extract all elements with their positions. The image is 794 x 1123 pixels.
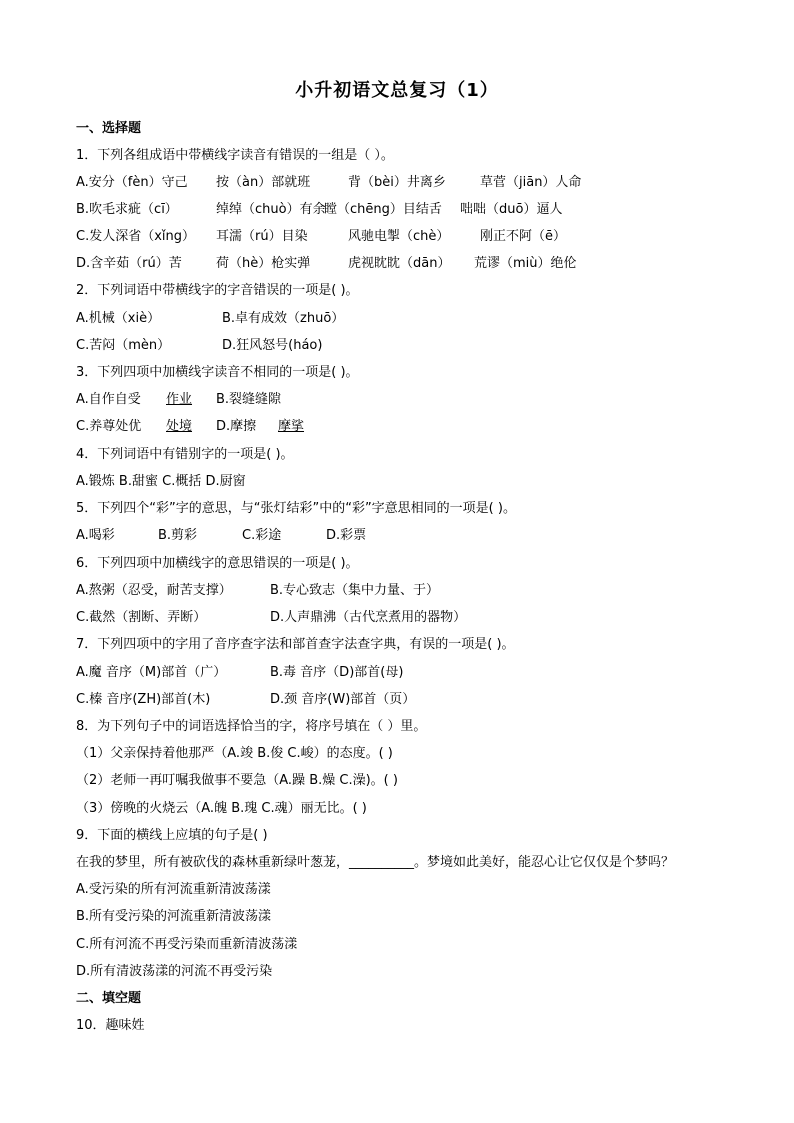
question-9-option-d: D.所有清波荡漾的河流不再受污染: [76, 964, 273, 979]
q1-c-item-3: 风驰电掣（chè）: [348, 229, 450, 244]
question-8-sentence-1: （1）父亲保持着他那严（A.竣 B.俊 C.峻）的态度。( ): [76, 746, 393, 761]
question-6-stem: 6．下列四项中加横线字的意思错误的一项是( )。: [76, 556, 359, 571]
q2-option-a: A.机械（xiè）: [76, 311, 161, 326]
q1-a-item-1: A.安分（fèn）守己: [76, 175, 188, 190]
q3-option-a: A.自作自受: [76, 392, 141, 407]
q1-d-item-2: 荷（hè）枪实弹: [216, 256, 311, 271]
question-8-sentence-3: （3）傍晚的火烧云（A.魄 B.瑰 C.魂）丽无比。( ): [76, 801, 367, 816]
question-9-sentence: [76, 854, 674, 872]
q2-option-b: B.卓有成效（zhuō）: [222, 311, 345, 326]
q3-option-d: D.摩擦: [216, 419, 257, 434]
q1-c-item-1: C.发人深省（xǐng）: [76, 229, 196, 244]
question-9-stem: 9．下面的横线上应填的句子是( ): [76, 828, 268, 843]
question-5-stem: 5．下列四个“彩”字的意思，与“张灯结彩”中的“彩”字意思相同的一项是( )。: [76, 501, 516, 516]
q1-a-item-3: 背（bèi）井离乡: [348, 175, 446, 190]
q3-option-d-word: 摩挲: [278, 419, 305, 434]
question-9-option-c: C.所有河流不再受污染而重新清波荡漾: [76, 937, 298, 952]
q1-c-item-2: 耳濡（rú）目染: [216, 229, 308, 244]
q3-option-b: B.裂缝缝隙: [216, 392, 282, 407]
q7-option-d: D.颈 音序(W)部首（页）: [270, 692, 416, 707]
question-8-stem: 8．为下列句子中的词语选择恰当的字，将序号填在（ ）里。: [76, 719, 427, 734]
page-title: 小升初语文总复习（1）: [295, 80, 499, 101]
question-2-stem: 2．下列词语中带横线字的字音错误的一项是( )。: [76, 283, 359, 298]
q3-option-c-word: 处境: [166, 419, 193, 434]
q1-b-item-1: B.吹毛求疵（cī）: [76, 202, 178, 217]
q1-d-item-1: D.含辛茹（rú）苦: [76, 256, 182, 271]
q7-option-a: A.魔 音序（M)部首（广）: [76, 665, 227, 680]
q6-option-c: C.截然（割断、弄断）: [76, 610, 207, 625]
q1-b-item-2: 绰绰（chuò）有余: [216, 202, 326, 217]
q9-sentence-end: 。梦境如此美好，能忍心让它仅仅是个梦吗？: [414, 855, 675, 870]
q1-b-item-4: 咄咄（duō）逼人: [460, 202, 563, 217]
q3-option-c: C.养尊处优: [76, 419, 142, 434]
q6-option-d: D.人声鼎沸（古代烹煮用的器物）: [270, 610, 467, 625]
q1-d-item-3: 虎视眈眈（dān）: [348, 256, 451, 271]
q3-option-a-word: 作业: [166, 392, 193, 407]
q1-a-item-4: 草菅（jiān）人命: [480, 175, 582, 190]
question-7-stem: 7．下列四项中的字用了音序查字法和部首查字法查字典，有误的一项是( )。: [76, 637, 515, 652]
question-1-stem: 1．下列各组成语中带横线字读音有错误的一组是（ ）。: [76, 148, 394, 163]
q9-sentence-start: 在我的梦里，所有被砍伐的森林重新绿叶葱茏，: [76, 855, 350, 870]
section-heading-choice: 一、选择题: [76, 121, 142, 136]
q5-option-b: B.剪彩: [158, 528, 198, 543]
question-4-stem: 4．下列词语中有错别字的一项是( )。: [76, 447, 294, 462]
question-9-option-a: A.受污染的所有河流重新清波荡漾: [76, 882, 271, 897]
q5-option-d: D.彩票: [326, 528, 367, 543]
question-10-stem: 10．趣味姓: [76, 1018, 145, 1033]
question-4-options: A.锻炼 B.甜蜜 C.概括 D.厨窗: [76, 474, 246, 489]
section-heading-fill: 二、填空题: [76, 991, 142, 1006]
q9-blank: __________: [349, 855, 415, 870]
q6-option-b: B.专心致志（集中力量、于）: [270, 583, 440, 598]
q7-option-b: B.毒 音序（D)部首(母): [270, 665, 404, 680]
q1-b-item-3: 瞠（chēng）目结舌: [324, 202, 442, 217]
question-8-sentence-2: （2）老师一再叮嘱我做事不要急（A.躁 B.燥 C.澡)。( ): [76, 773, 398, 788]
q2-option-c: C.苦闷（mèn）: [76, 338, 171, 353]
q6-option-a: A.熬粥（忍受，耐苦支撑）: [76, 583, 232, 598]
question-9-option-b: B.所有受污染的河流重新清波荡漾: [76, 909, 272, 924]
q5-option-a: A.喝彩: [76, 528, 115, 543]
q7-option-c: C.榛 音序(ZH)部首(木): [76, 692, 211, 707]
q1-d-item-4: 荒谬（miù）绝伦: [474, 256, 577, 271]
q1-a-item-2: 按（àn）部就班: [216, 175, 311, 190]
question-3-stem: 3．下列四项中加横线字读音不相同的一项是( )。: [76, 365, 359, 380]
q2-option-d: D.狂风怒号(háo): [222, 338, 323, 353]
q1-c-item-4: 刚正不阿（ē）: [480, 229, 566, 244]
q5-option-c: C.彩途: [242, 528, 282, 543]
